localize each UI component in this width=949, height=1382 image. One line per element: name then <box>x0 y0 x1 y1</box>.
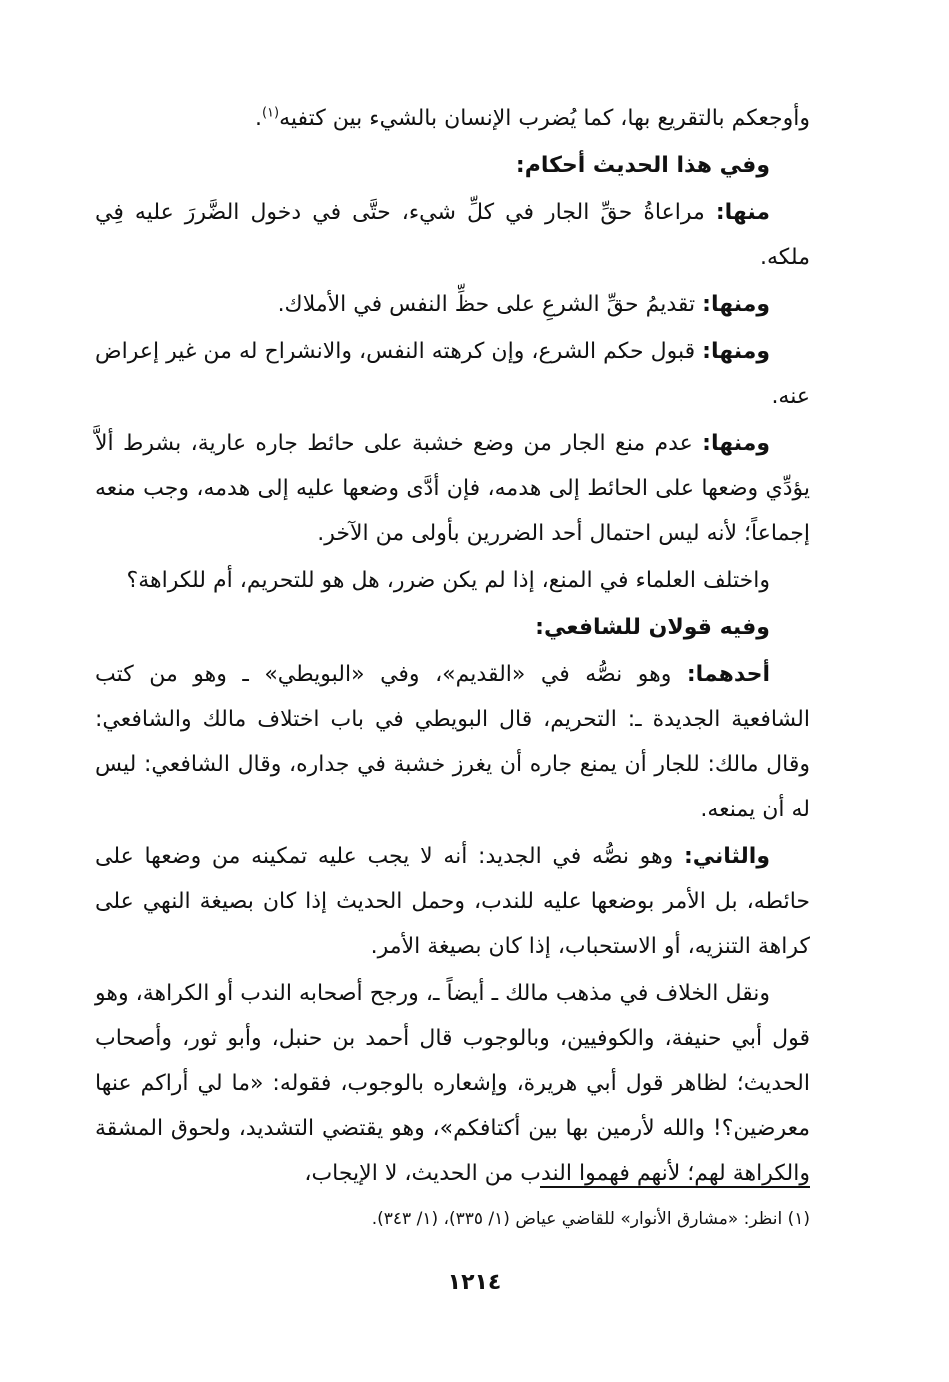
paragraph-10 <box>95 834 810 969</box>
paragraph-7 <box>95 558 810 603</box>
paragraph-6-lead: ومنها: <box>702 431 770 456</box>
page-number: ١٢١٤ <box>447 1270 502 1295</box>
paragraph-3-lead: منها: <box>715 200 770 225</box>
paragraph-11 <box>95 971 810 1196</box>
paragraph-9-text: وهو نصُّه في «القديم»، وفي «البويطي» ـ وهو من كتب الشافعية الجديدة ـ: التحريم، قال البويطي في باب اختلاف مالك والشافعي: وقال مالك: للجار أن يمنع جاره أن يغرز خشبة في جداره، وقال الشافعي: ليس له أن يمنعه. <box>95 662 810 822</box>
paragraph-2 <box>95 143 810 188</box>
paragraph-7-text: واختلف العلماء في المنع، إذا لم يكن ضرر، هل هو للتحريم، أم للكراهة؟ <box>126 568 770 593</box>
paragraph-11-text: ونقل الخلاف في مذهب مالك ـ أيضاً ـ، ورجح أصحابه الندب أو الكراهة، وهو قول أبي حنيفة، والكوفيين، وبالوجوب قال أحمد بن حنبل، وأبو ثور، وأصحاب الحديث؛ لظاهر قول أبي هريرة، وإشعاره بالوجوب، فقوله: «ما لي أراكم عنها معرضين؟! والله لأرمين بها بين أكتافكم»، وهو يقتضي التشديد، ولحوق المشقة والكراهة لهم؛ لأنهم فهموا الندب من الحديث، لا الإيجاب، <box>95 981 810 1186</box>
footnote-divider <box>540 1186 810 1188</box>
main-text <box>95 96 810 1198</box>
paragraph-9-lead: أحدهما: <box>686 662 770 687</box>
footnote-ref[interactable]: (١) <box>261 105 280 121</box>
paragraph-8-lead: وفيه قولان للشافعي: <box>535 615 770 640</box>
paragraph-4-text: تقديمُ حقِّ الشرعِ على حظِّ النفس في الأملاك. <box>277 292 703 317</box>
paragraph-6 <box>95 421 810 556</box>
paragraph-1 <box>95 96 810 141</box>
paragraph-1-tail: . <box>254 106 262 131</box>
paragraph-2-lead: وفي هذا الحديث أحكام: <box>515 153 770 178</box>
paragraph-3 <box>95 190 810 280</box>
paragraph-3-text: مراعاةُ حقِّ الجار في كلِّ شيء، حتَّى في دخول الضَّررَ عليه فِي ملكه. <box>95 200 810 270</box>
paragraph-5 <box>95 329 810 419</box>
paragraph-5-lead: ومنها: <box>702 339 770 364</box>
paragraph-5-text: قبول حكم الشرع، وإن كرهته النفس، والانشراح له من غير إعراض عنه. <box>95 339 810 409</box>
paragraph-10-lead: والثاني: <box>683 844 770 869</box>
paragraph-8 <box>95 605 810 650</box>
footnote: (١) انظر: «مشارق الأنوار» للقاضي عياض (١/ ٣٣٥)، (١/ ٣٤٣). <box>371 1209 810 1229</box>
paragraph-6-text: عدم منع الجار من وضع خشبة على حائط جاره عارية، بشرط ألاَّ يؤدِّي وضعها على الحائط إلى هدمه، فإن أدَّى وضعها عليه إلى هدمه، وجب منعه إجماعاً؛ لأنه ليس احتمال أحد الضررين بأولى من الآخر. <box>95 431 810 546</box>
paragraph-1-text: وأوجعكم بالتقريع بها، كما يُضرب الإنسان بالشيء بين كتفيه <box>279 106 810 131</box>
paragraph-10-text: وهو نصُّه في الجديد: أنه لا يجب عليه تمكينه من وضعها على حائطه، بل الأمر بوضعها عليه للندب، وحمل الحديث إذا كان بصيغة النهي على كراهة التنزيه، أو الاستحباب، إذا كان بصيغة الأمر. <box>95 844 810 959</box>
paragraph-9 <box>95 652 810 832</box>
paragraph-4-lead: ومنها: <box>702 292 770 317</box>
paragraph-4 <box>95 282 810 327</box>
